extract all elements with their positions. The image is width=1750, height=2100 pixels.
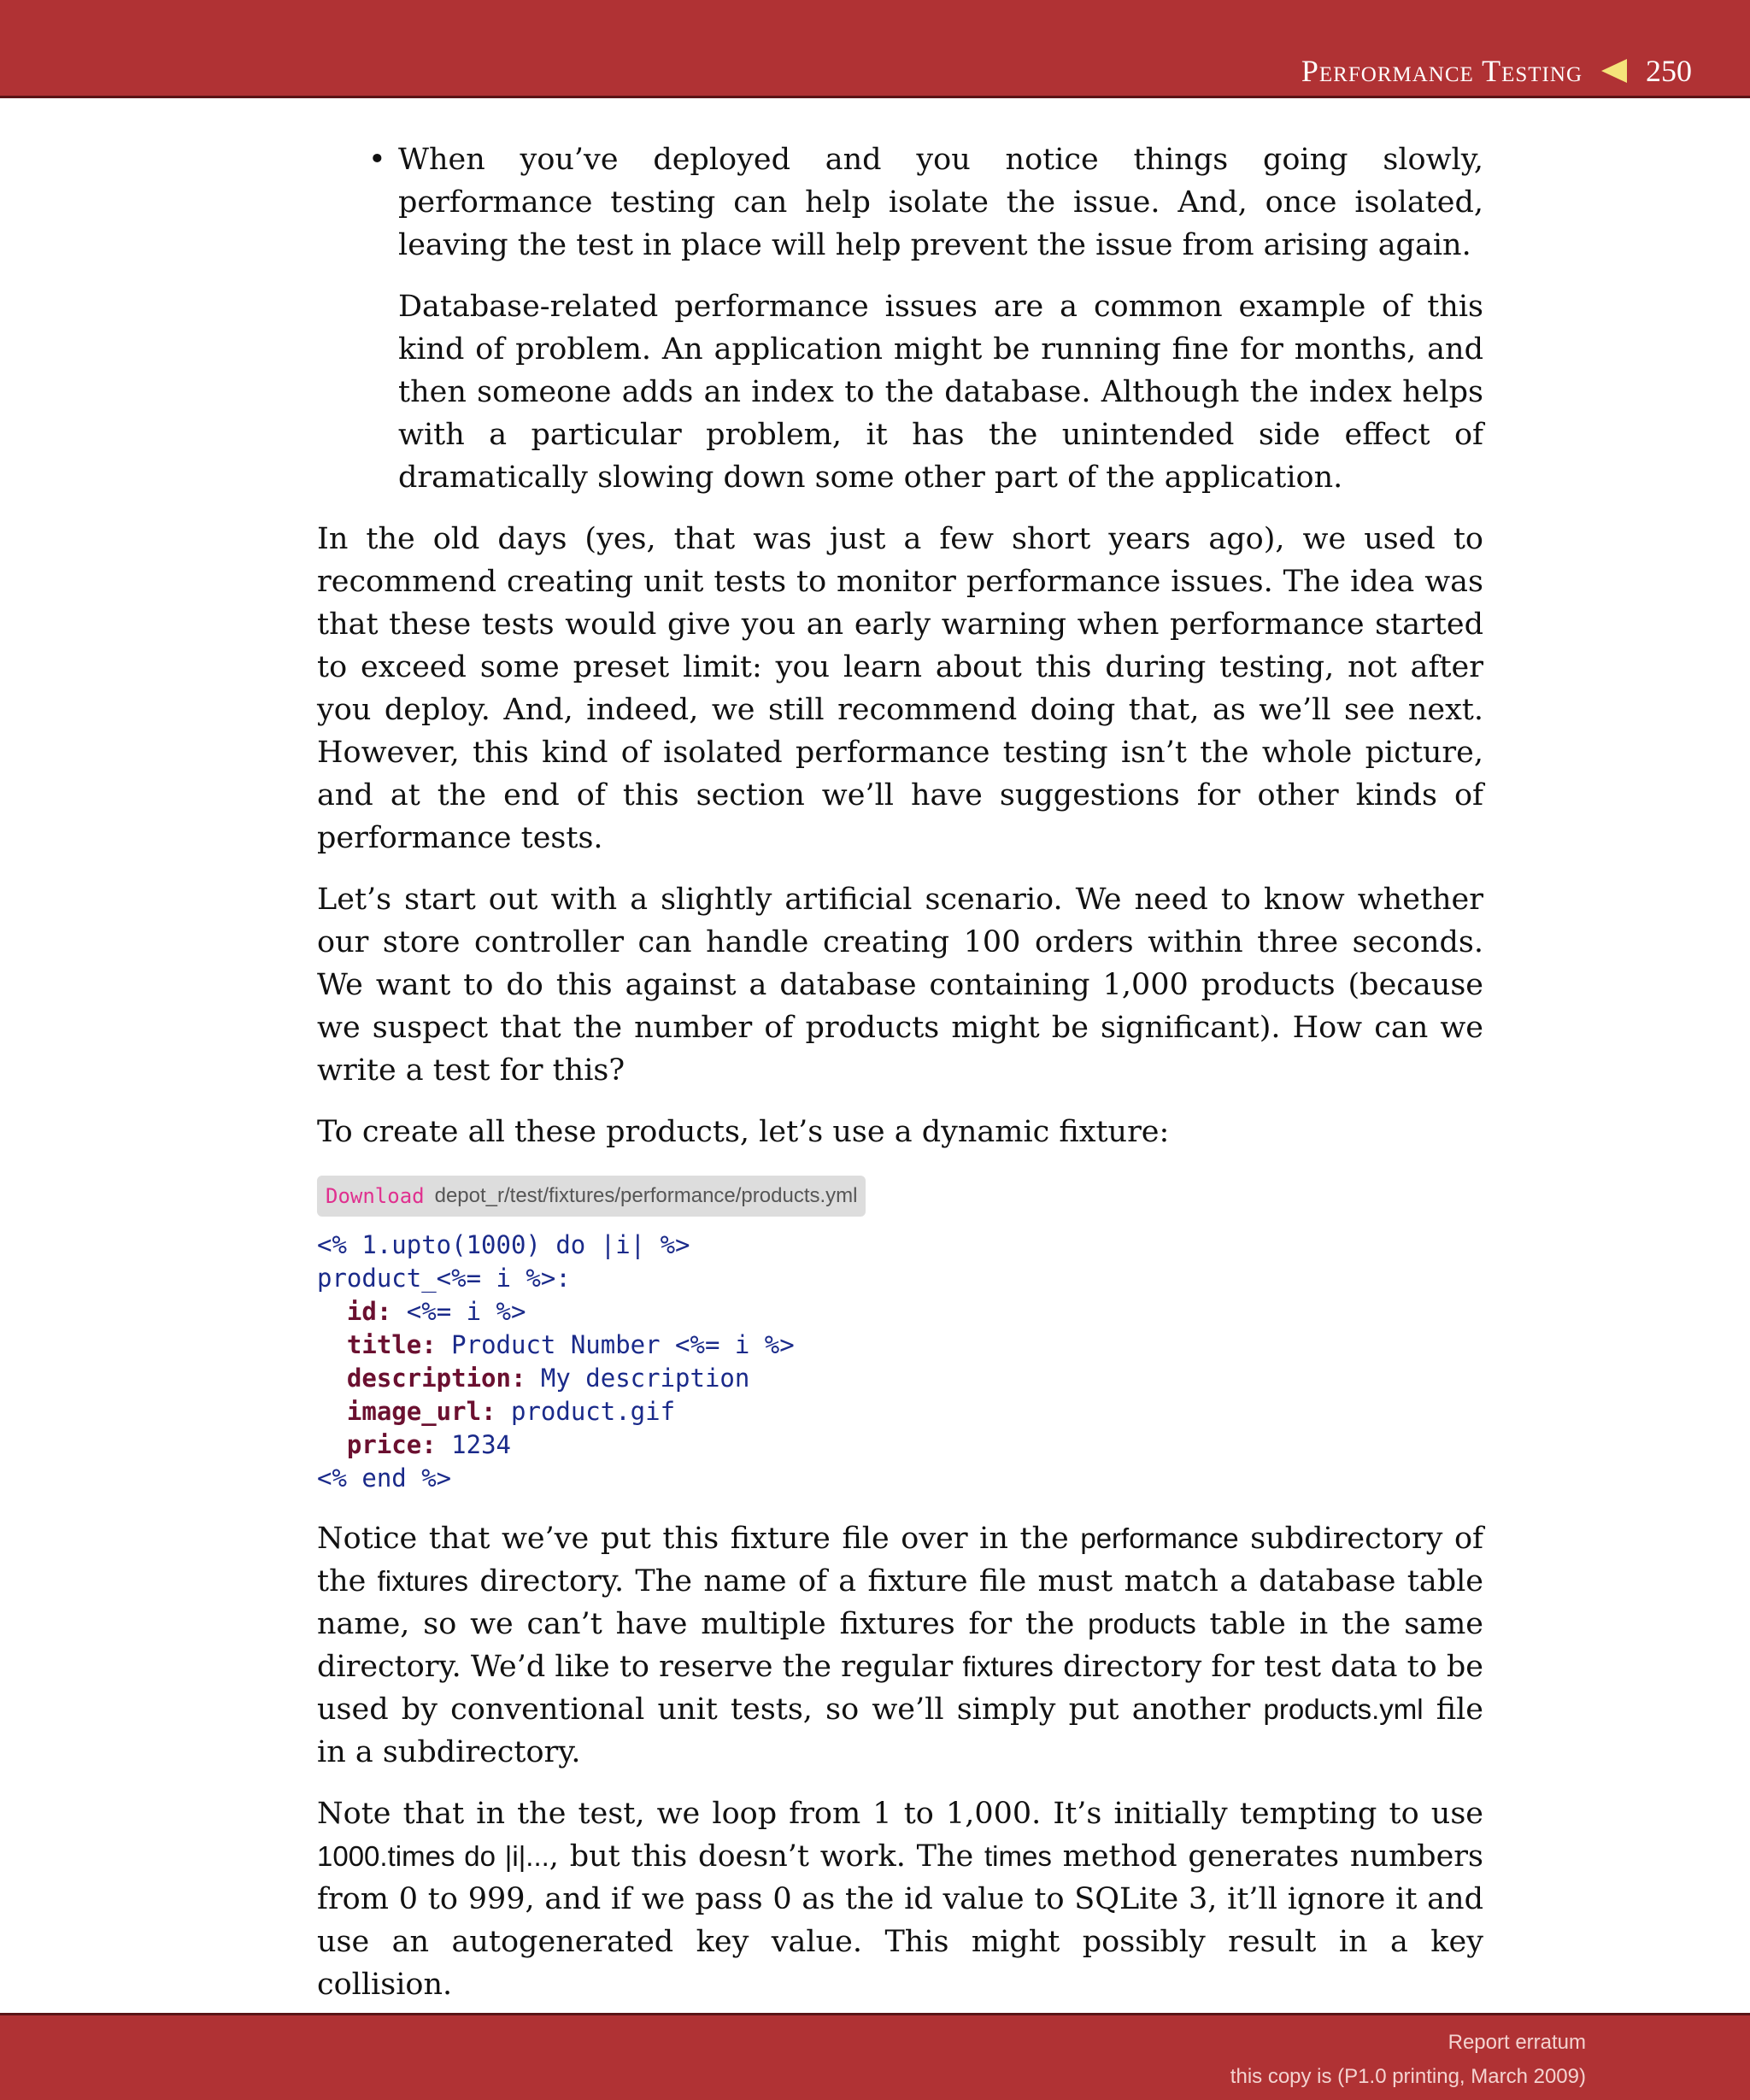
paragraph-2: Let’s start out with a slightly artificial scenario. We need to know whether our store controller can handle creating 100 orders within three seconds. We want to do this against a database containing 1,000 products (because we suspect that the number of products might be significant). How can we write a test for this? xyxy=(317,883,1483,1088)
inline-code: products xyxy=(1088,1608,1196,1640)
page-content xyxy=(317,138,1483,2006)
copy-info: this copy is (P1.0 printing, March 2009) xyxy=(1230,2065,1586,2088)
inline-code: times xyxy=(984,1840,1052,1872)
code-line: <% end %> xyxy=(317,1464,452,1493)
code-value: 1234 xyxy=(436,1430,511,1459)
running-head xyxy=(1301,53,1692,89)
text-run: , but this doesn’t work. The xyxy=(549,1839,984,1874)
footer-bar xyxy=(0,2013,1750,2100)
paragraph-4 xyxy=(317,1517,1483,1774)
download-path: depot_r/test/fixtures/performance/products.yml xyxy=(434,1184,858,1207)
header-bar xyxy=(0,0,1750,98)
inline-code: performance xyxy=(1080,1522,1239,1554)
bullet-continuation: Database-related performance issues are a common example of this kind of problem. An application might be running fine for months, and then someone adds an index to the database. Although the index helps with a particular problem, it has the unintended side effect of dramatically slowing down some other part of the application. xyxy=(398,290,1483,495)
code-key: id: xyxy=(346,1297,392,1326)
bullet-item xyxy=(317,138,1483,499)
download-bar xyxy=(317,1176,866,1217)
paragraph-3: To create all these products, let’s use a dynamic fixture: xyxy=(317,1115,1170,1149)
code-key: title: xyxy=(346,1330,437,1359)
code-value: <%= i %> xyxy=(391,1297,526,1326)
text-run: subdirectory of the xyxy=(317,1522,1483,1598)
bullet-dot-icon: • xyxy=(368,143,386,177)
inline-code: products.yml xyxy=(1263,1693,1424,1725)
code-key: price: xyxy=(346,1430,437,1459)
code-key: description: xyxy=(346,1364,526,1393)
download-link[interactable]: Download xyxy=(326,1184,425,1208)
text-run: table in the same directory. We’d like to reserve the regular xyxy=(317,1607,1484,1684)
paragraph-1: In the old days (yes, that was just a few short years ago), we used to recommend creating unit tests to monitor performance issues. The idea was that these tests would give you an early warning when performance started to exceed some preset limit: you learn about this during testing, not after you deploy. And, indeed, we still recommend doing that, as we’ll see next. However, this kind of isolated performance testing isn’t the whole picture, and at the end of this section we’ll have suggestions for other kinds of performance tests. xyxy=(317,522,1483,855)
code-key: image_url: xyxy=(346,1397,496,1426)
paragraph-5 xyxy=(317,1792,1483,2006)
report-erratum-link[interactable]: Report erratum xyxy=(1448,2031,1586,2054)
text-run: directory for test data to be used by conventional unit tests, so we’ll simply put another xyxy=(317,1650,1483,1727)
code-value: Product Number <%= i %> xyxy=(436,1330,795,1359)
inline-code: 1000.times do |i|... xyxy=(317,1840,549,1872)
inline-code: fixtures xyxy=(377,1565,469,1597)
text-run: directory. The name of a fixture file must match a database table name, so we can’t have multiple fixtures for the xyxy=(317,1564,1483,1641)
code-value: product.gif xyxy=(496,1397,676,1426)
text-run: method generates numbers from 0 to 999, and if we pass 0 as the id value to SQLite 3, it’ll ignore it and use an autogenerated key value. This might possibly result in a key collision. xyxy=(317,1839,1483,2002)
text-run: Notice that we’ve put this fixture file over in the xyxy=(317,1522,1081,1556)
section-title: Performance Testing xyxy=(1301,54,1583,88)
text-run: Note that in the test, we loop from 1 to 1,000. It’s initially tempting to use xyxy=(317,1797,1483,1831)
code-line: product_<%= i %>: xyxy=(317,1264,571,1293)
text-run: file in a subdirectory. xyxy=(317,1692,1483,1769)
code-line: <% 1.upto(1000) do |i| %> xyxy=(317,1230,690,1259)
code-listing xyxy=(317,1229,1483,1495)
inline-code: fixtures xyxy=(962,1651,1054,1682)
previous-page-arrow-icon[interactable] xyxy=(1601,59,1627,83)
code-value: My description xyxy=(526,1364,750,1393)
page-number: 250 xyxy=(1646,54,1692,88)
bullet-text: When you’ve deployed and you notice things going slowly, performance testing can help isolate the issue. And, once isolated, leaving the test in place will help prevent the issue from arising again. xyxy=(398,143,1483,262)
